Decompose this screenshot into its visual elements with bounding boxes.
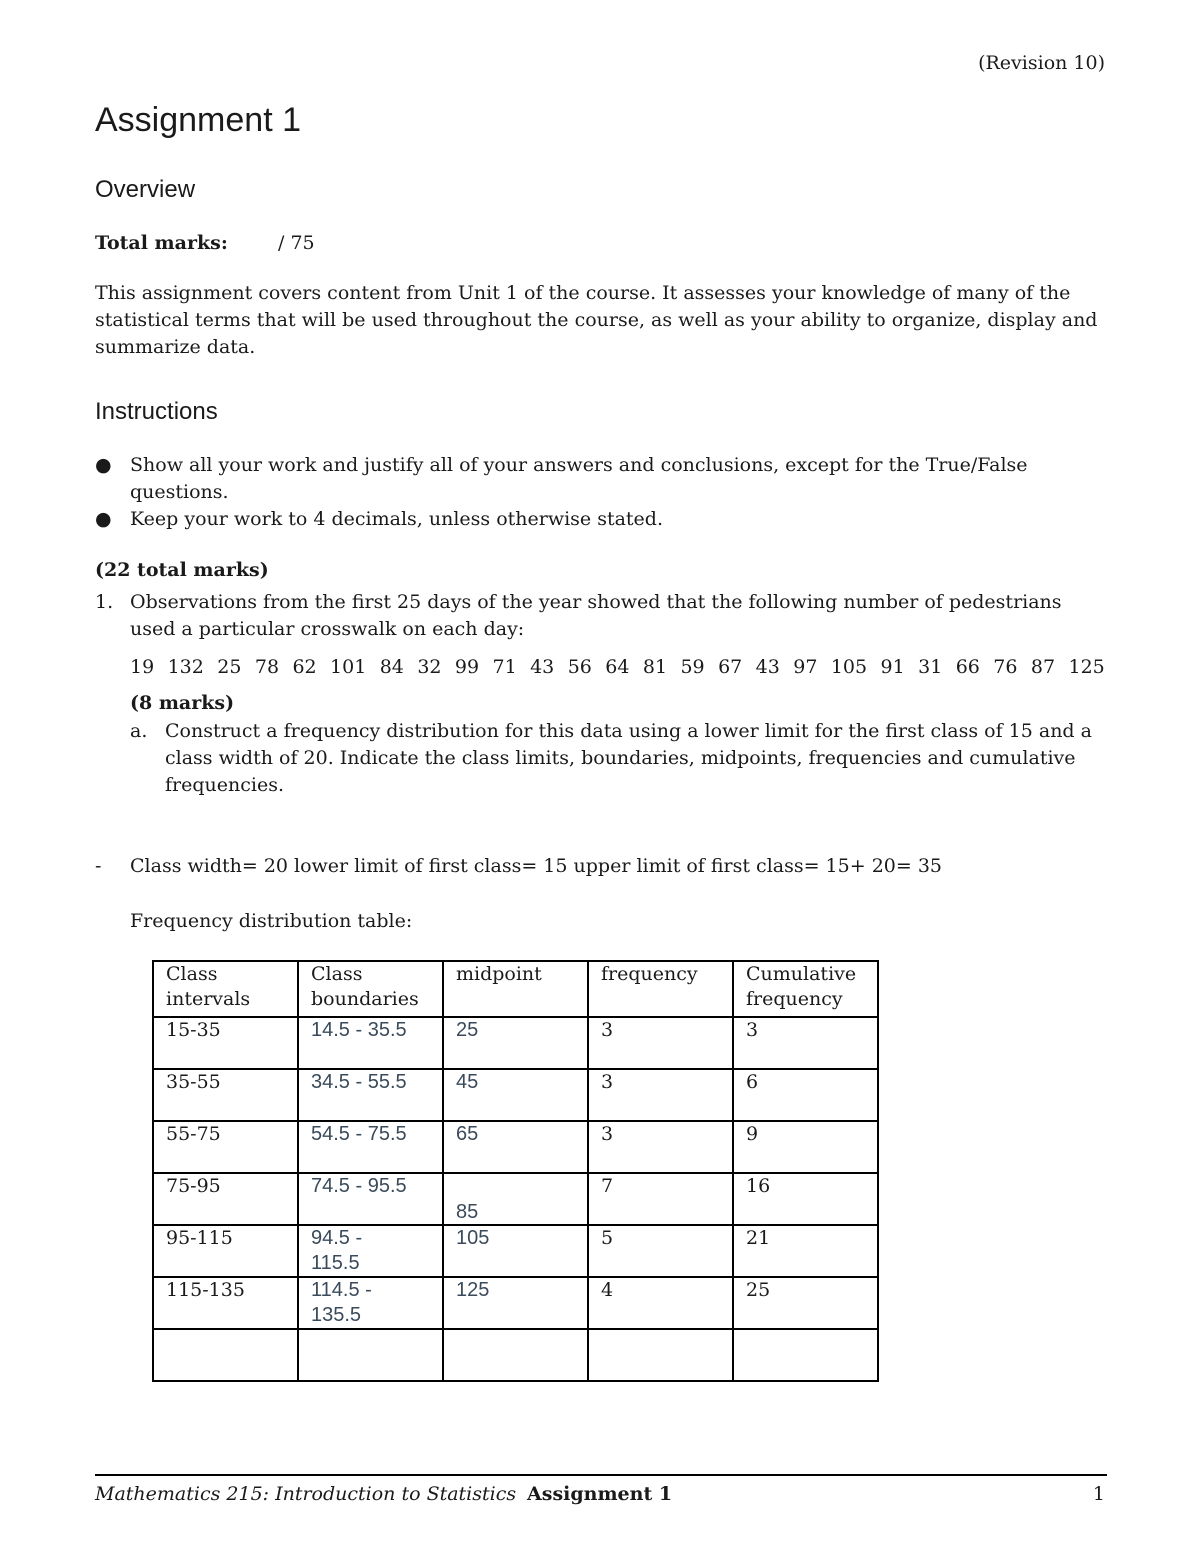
observation-value: 91 — [880, 656, 905, 678]
part-marks: (8 marks) — [130, 692, 235, 714]
table-cell: 35-55 — [153, 1069, 298, 1121]
table-row — [153, 1017, 878, 1069]
table-cell: 3 — [588, 1121, 733, 1173]
table-cell: 7 — [588, 1173, 733, 1225]
page-title: Assignment 1 — [95, 101, 301, 139]
table-cell: 65 — [443, 1121, 588, 1173]
table-cell — [298, 1329, 443, 1381]
table-cell: 75-95 — [153, 1173, 298, 1225]
footer-divider — [95, 1474, 1107, 1476]
table-cell: 3 — [588, 1069, 733, 1121]
instruction-text: Show all your work and justify all of your answers and conclusions, except for the True/False questions. — [130, 454, 1028, 503]
overview-heading: Overview — [95, 176, 196, 203]
question-text: Observations from the first 25 days of the year showed that the following number of pedestrians used a particular crosswalk on each day: — [130, 591, 1062, 640]
observation-value: 101 — [330, 656, 367, 678]
table-cell: 6 — [733, 1069, 878, 1121]
table-cell: 5 — [588, 1225, 733, 1277]
table-cell: 9 — [733, 1121, 878, 1173]
table-caption: Frequency distribution table: — [130, 910, 413, 932]
observation-value: 132 — [167, 656, 204, 678]
header-cell: Cumulative frequency — [733, 961, 878, 1017]
section-total-marks: (22 total marks) — [95, 559, 269, 581]
observation-value: 19 — [130, 656, 155, 678]
table-cell: 114.5 - 135.5 — [298, 1277, 443, 1329]
table-cell: 95-115 — [153, 1225, 298, 1277]
table-cell: 3 — [733, 1017, 878, 1069]
table-row — [153, 1121, 878, 1173]
table-cell: 3 — [588, 1017, 733, 1069]
observation-value: 56 — [567, 656, 592, 678]
observation-value: 99 — [454, 656, 480, 678]
table-cell — [733, 1329, 878, 1381]
observation-value: 105 — [830, 656, 868, 678]
observation-data — [130, 654, 1105, 681]
observation-value: 78 — [254, 656, 280, 678]
bullet-icon: ● — [95, 454, 112, 476]
observation-value: 32 — [417, 656, 442, 678]
observation-value: 125 — [1068, 656, 1105, 678]
total-marks-value: / 75 — [278, 232, 315, 254]
header-cell: frequency — [588, 961, 733, 1017]
table-cell: 74.5 - 95.5 — [298, 1173, 443, 1225]
observation-value: 31 — [918, 656, 943, 678]
table-cell: 34.5 - 55.5 — [298, 1069, 443, 1121]
answer-dash: - — [95, 855, 102, 877]
table-cell: 25 — [733, 1277, 878, 1329]
table-cell: 25 — [443, 1017, 588, 1069]
question-number: 1. — [95, 591, 114, 613]
observation-value: 87 — [1030, 656, 1056, 678]
observation-value: 43 — [755, 656, 780, 678]
table-cell: 125 — [443, 1277, 588, 1329]
class-width-line: Class width= 20 lower limit of first class= 15 upper limit of first class= 15+ 20= 35 — [130, 855, 943, 877]
table-cell — [443, 1173, 588, 1225]
observation-value: 97 — [793, 656, 818, 678]
table-cell: 15-35 — [153, 1017, 298, 1069]
instruction-text: Keep your work to 4 decimals, unless otherwise stated. — [130, 508, 664, 530]
part-label: a. — [130, 720, 148, 742]
footer-assignment: Assignment 1 — [527, 1483, 673, 1505]
total-marks-label: Total marks: — [95, 232, 228, 254]
table-cell: 105 — [443, 1225, 588, 1277]
observation-value: 71 — [492, 656, 517, 678]
observation-value: 62 — [292, 656, 317, 678]
table-cell: 115-135 — [153, 1277, 298, 1329]
bullet-icon: ● — [95, 508, 112, 530]
table-row — [153, 1069, 878, 1121]
table-cell — [153, 1329, 298, 1381]
table-cell: 14.5 - 35.5 — [298, 1017, 443, 1069]
part-text: Construct a frequency distribution for this data using a lower limit for the first class of 15 and a class width of 20. Indicate the class limits, boundaries, midpoints, frequencies and cumulative frequencies. — [165, 720, 1092, 796]
observation-value: 84 — [379, 656, 404, 678]
table-row — [153, 1329, 878, 1381]
frequency-table — [152, 960, 879, 1382]
table-row — [153, 1225, 878, 1277]
observation-value: 76 — [993, 656, 1018, 678]
table-row — [153, 1173, 878, 1225]
overview-description: This assignment covers content from Unit 1 of the course. It assesses your knowledge of many of the statistical terms that will be used throughout the course, as well as your ability to organize, display and summarize data. — [95, 282, 1098, 358]
footer-course: Mathematics 215: Introduction to Statistics — [95, 1483, 517, 1505]
observation-value: 25 — [217, 656, 242, 678]
observation-value: 66 — [955, 656, 980, 678]
observation-value: 67 — [718, 656, 743, 678]
table-cell: 94.5 - 115.5 — [298, 1225, 443, 1277]
instructions-heading: Instructions — [95, 398, 218, 425]
observation-value: 59 — [680, 656, 705, 678]
table-row — [153, 1277, 878, 1329]
footer-page-number: 1 — [1092, 1483, 1105, 1505]
observation-value: 81 — [642, 656, 668, 678]
table-cell: 55-75 — [153, 1121, 298, 1173]
observation-value: 64 — [605, 656, 630, 678]
table-cell — [443, 1329, 588, 1381]
midpoint-value: 85 — [456, 1201, 479, 1223]
table-cell: 4 — [588, 1277, 733, 1329]
table-header-row — [153, 961, 878, 1017]
table-cell — [588, 1329, 733, 1381]
table-cell: 16 — [733, 1173, 878, 1225]
header-cell: midpoint — [443, 961, 588, 1017]
revision-label: (Revision 10) — [978, 52, 1105, 74]
observation-value: 43 — [530, 656, 555, 678]
header-cell: Class intervals — [153, 961, 298, 1017]
table-cell: 45 — [443, 1069, 588, 1121]
header-cell: Class boundaries — [298, 961, 443, 1017]
table-cell: 21 — [733, 1225, 878, 1277]
table-cell: 54.5 - 75.5 — [298, 1121, 443, 1173]
